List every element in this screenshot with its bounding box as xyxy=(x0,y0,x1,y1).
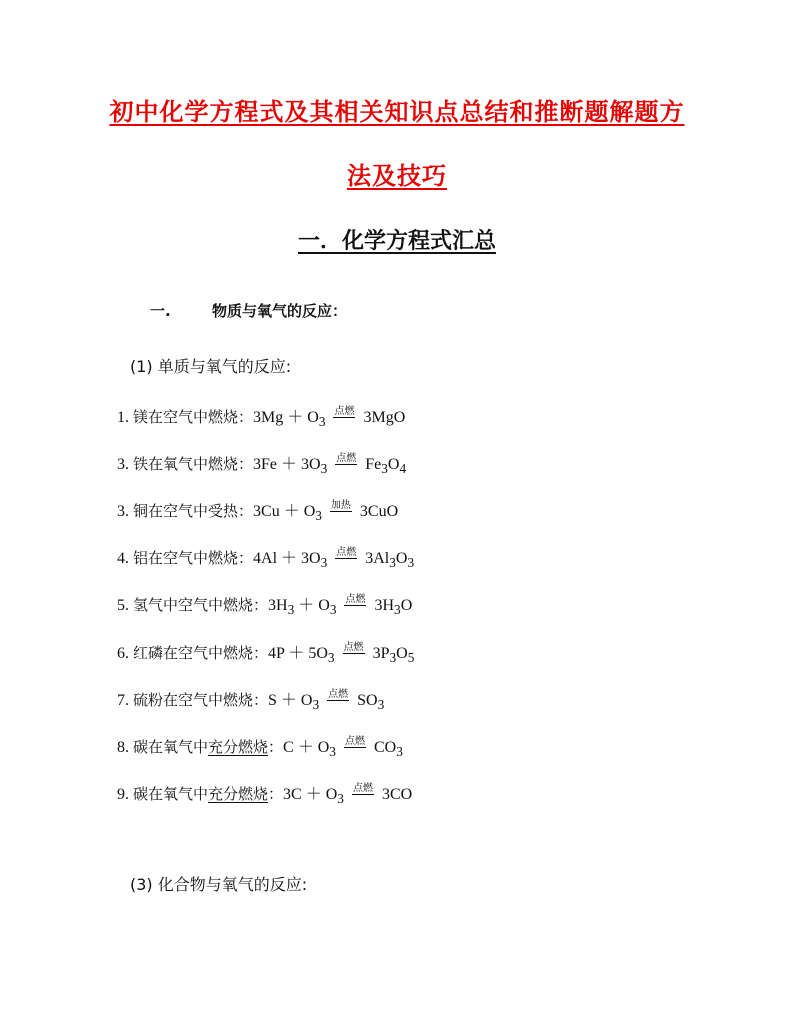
equation-number: 9. xyxy=(117,785,133,803)
equation-products: $3P_3O_5$ xyxy=(372,644,415,665)
subsection-number: 一. xyxy=(150,302,171,320)
equation-number: 3. xyxy=(117,456,133,474)
equation-description: 红磷在空气中燃烧： xyxy=(133,643,269,662)
reaction-condition: 点燃 xyxy=(334,406,355,417)
equation-number: 3. xyxy=(117,503,133,521)
equation-line xyxy=(117,592,412,618)
equation-products: $Fe_3O_4$ xyxy=(365,456,407,477)
equation-products: $3H_3O$ xyxy=(374,597,413,618)
reaction-condition: 点燃 xyxy=(345,594,366,606)
equation-description: 镁在空气中燃烧： xyxy=(133,408,254,426)
equation-reactants: $4P + 5O_3$ xyxy=(268,644,335,665)
equation-number: 6. xyxy=(117,644,133,662)
group-heading-elements: (1) 单质与氧气的反应: xyxy=(130,357,292,376)
equation-number: 8. xyxy=(117,738,133,756)
document-title-line-2: 法及技巧 xyxy=(347,161,447,190)
equation-products: $SO_3$ xyxy=(357,691,385,712)
equation-line xyxy=(117,687,384,713)
equation-products: 3CuO xyxy=(359,503,399,521)
equation-products: $CO_3$ xyxy=(373,738,403,759)
equation-line xyxy=(117,545,414,571)
equation-reactants: $3C + O_3$ xyxy=(283,785,344,806)
equation-description: 铜在空气中受热： xyxy=(133,502,254,521)
equation-products: 3MgO xyxy=(363,409,406,426)
equation-reactants: $4Al + 3O_3$ xyxy=(253,550,328,571)
equation-line xyxy=(117,498,398,524)
equation-line xyxy=(117,734,403,760)
equation-line xyxy=(117,404,405,430)
equation-reactants: $3Fe + 3O_3$ xyxy=(253,456,328,477)
reaction-condition: 点燃 xyxy=(336,453,357,465)
equation-description: 铝在空气中燃烧： xyxy=(133,549,254,568)
equation-description: 氢气中空气中燃烧： xyxy=(133,596,269,615)
reaction-condition: 点燃 xyxy=(328,688,349,700)
equation-products: $3Al_3O_3$ xyxy=(365,550,415,571)
equation-line xyxy=(117,781,412,807)
equation-reactants: $3Cu + O_3$ xyxy=(253,503,322,524)
equation-description: 碳在氧气中充分燃烧： xyxy=(133,784,284,803)
reaction-condition: 点燃 xyxy=(352,782,373,794)
subsection-heading xyxy=(150,300,347,321)
equation-products: 3CO xyxy=(381,785,413,803)
reaction-condition: 点燃 xyxy=(343,641,364,653)
reaction-condition: 加热 xyxy=(330,500,351,512)
subsection-title: 物质与氧气的反应： xyxy=(212,302,348,320)
document-title-line-1: 初中化学方程式及其相关知识点总结和推断题解题方 xyxy=(109,97,685,126)
equation-line xyxy=(117,640,414,666)
reaction-condition: 点燃 xyxy=(336,547,357,559)
section-title: 一．化学方程式汇总 xyxy=(297,229,496,254)
equation-number: 1. xyxy=(117,409,133,426)
equation-description: 硫粉在空气中燃烧： xyxy=(133,690,269,709)
equation-number: 7. xyxy=(117,691,133,709)
equation-reactants: $3Mg + O_3$ xyxy=(253,409,326,430)
reaction-condition: 点燃 xyxy=(344,735,365,747)
equation-reactants: $3H_3 + O_3$ xyxy=(268,597,337,618)
equation-line xyxy=(117,451,406,477)
equation-description: 碳在氧气中充分燃烧： xyxy=(133,737,284,756)
equation-number: 4. xyxy=(117,550,133,568)
equation-reactants: $C + O_3$ xyxy=(283,738,336,759)
group-heading-compounds: (3) 化合物与氧气的反应: xyxy=(130,875,308,894)
equation-description: 铁在氧气中燃烧： xyxy=(133,455,254,474)
equation-reactants: $S + O_3$ xyxy=(268,691,320,712)
equation-number: 5. xyxy=(117,597,133,615)
